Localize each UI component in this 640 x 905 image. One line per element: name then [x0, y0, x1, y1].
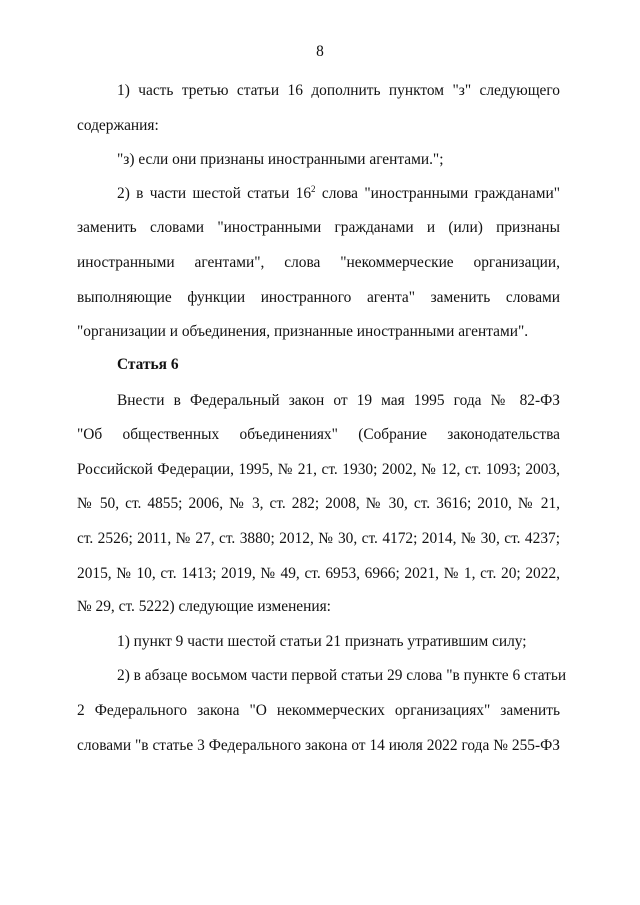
- text-line: словами "в статье 3 Федерального закона от 14 июля 2022 года № 255-ФЗ: [77, 737, 560, 754]
- page-number: 8: [316, 43, 324, 60]
- text-line: ст. 2526; 2011, № 27, ст. 3880; 2012, № 30, ст. 4172; 2014, № 30, ст. 4237;: [77, 530, 560, 547]
- text-line: 2) в абзаце восьмом части первой статьи 29 слова "в пункте 6 статьи: [117, 667, 567, 684]
- text-line: № 29, ст. 5222) следующие изменения:: [77, 598, 331, 615]
- article-heading: Статья 6: [117, 356, 179, 373]
- text-line: 1) пункт 9 части шестой статьи 21 признать утратившим силу;: [117, 633, 527, 650]
- text-line: "Об общественных объединениях" (Собрание законодательства: [77, 426, 560, 443]
- text-line: Внести в Федеральный закон от 19 мая 1995 года № 82-ФЗ: [117, 392, 560, 409]
- text-line: 2015, № 10, ст. 1413; 2019, № 49, ст. 6953, 6966; 2021, № 1, ст. 20; 2022,: [77, 565, 560, 582]
- text-line: заменить словами "иностранными гражданами и (или) признаны: [77, 219, 560, 236]
- text-line: № 50, ст. 4855; 2006, № 3, ст. 282; 2008, № 30, ст. 3616; 2010, № 21,: [77, 495, 560, 512]
- superscript: 2: [311, 184, 316, 194]
- text-line: "организации и объединения, признанные иностранными агентами".: [77, 323, 529, 340]
- text-line: содержания:: [77, 117, 159, 134]
- text-line: иностранными агентами", слова "некоммерческие организации,: [77, 254, 560, 271]
- text-line: Российской Федерации, 1995, № 21, ст. 1930; 2002, № 12, ст. 1093; 2003,: [77, 461, 560, 478]
- text-fragment: 2) в части шестой статьи 16: [117, 185, 312, 202]
- text-line: "з) если они признаны иностранными агентами.";: [117, 151, 444, 168]
- text-line: выполняющие функции иностранного агента" заменить словами: [77, 289, 560, 306]
- text-line: 1) часть третью статьи 16 дополнить пунктом "з" следующего: [117, 82, 560, 99]
- text-line: [117, 184, 560, 204]
- text-fragment: слова "иностранными гражданами": [315, 185, 561, 202]
- text-line: 2 Федерального закона "О некоммерческих организациях" заменить: [77, 702, 560, 719]
